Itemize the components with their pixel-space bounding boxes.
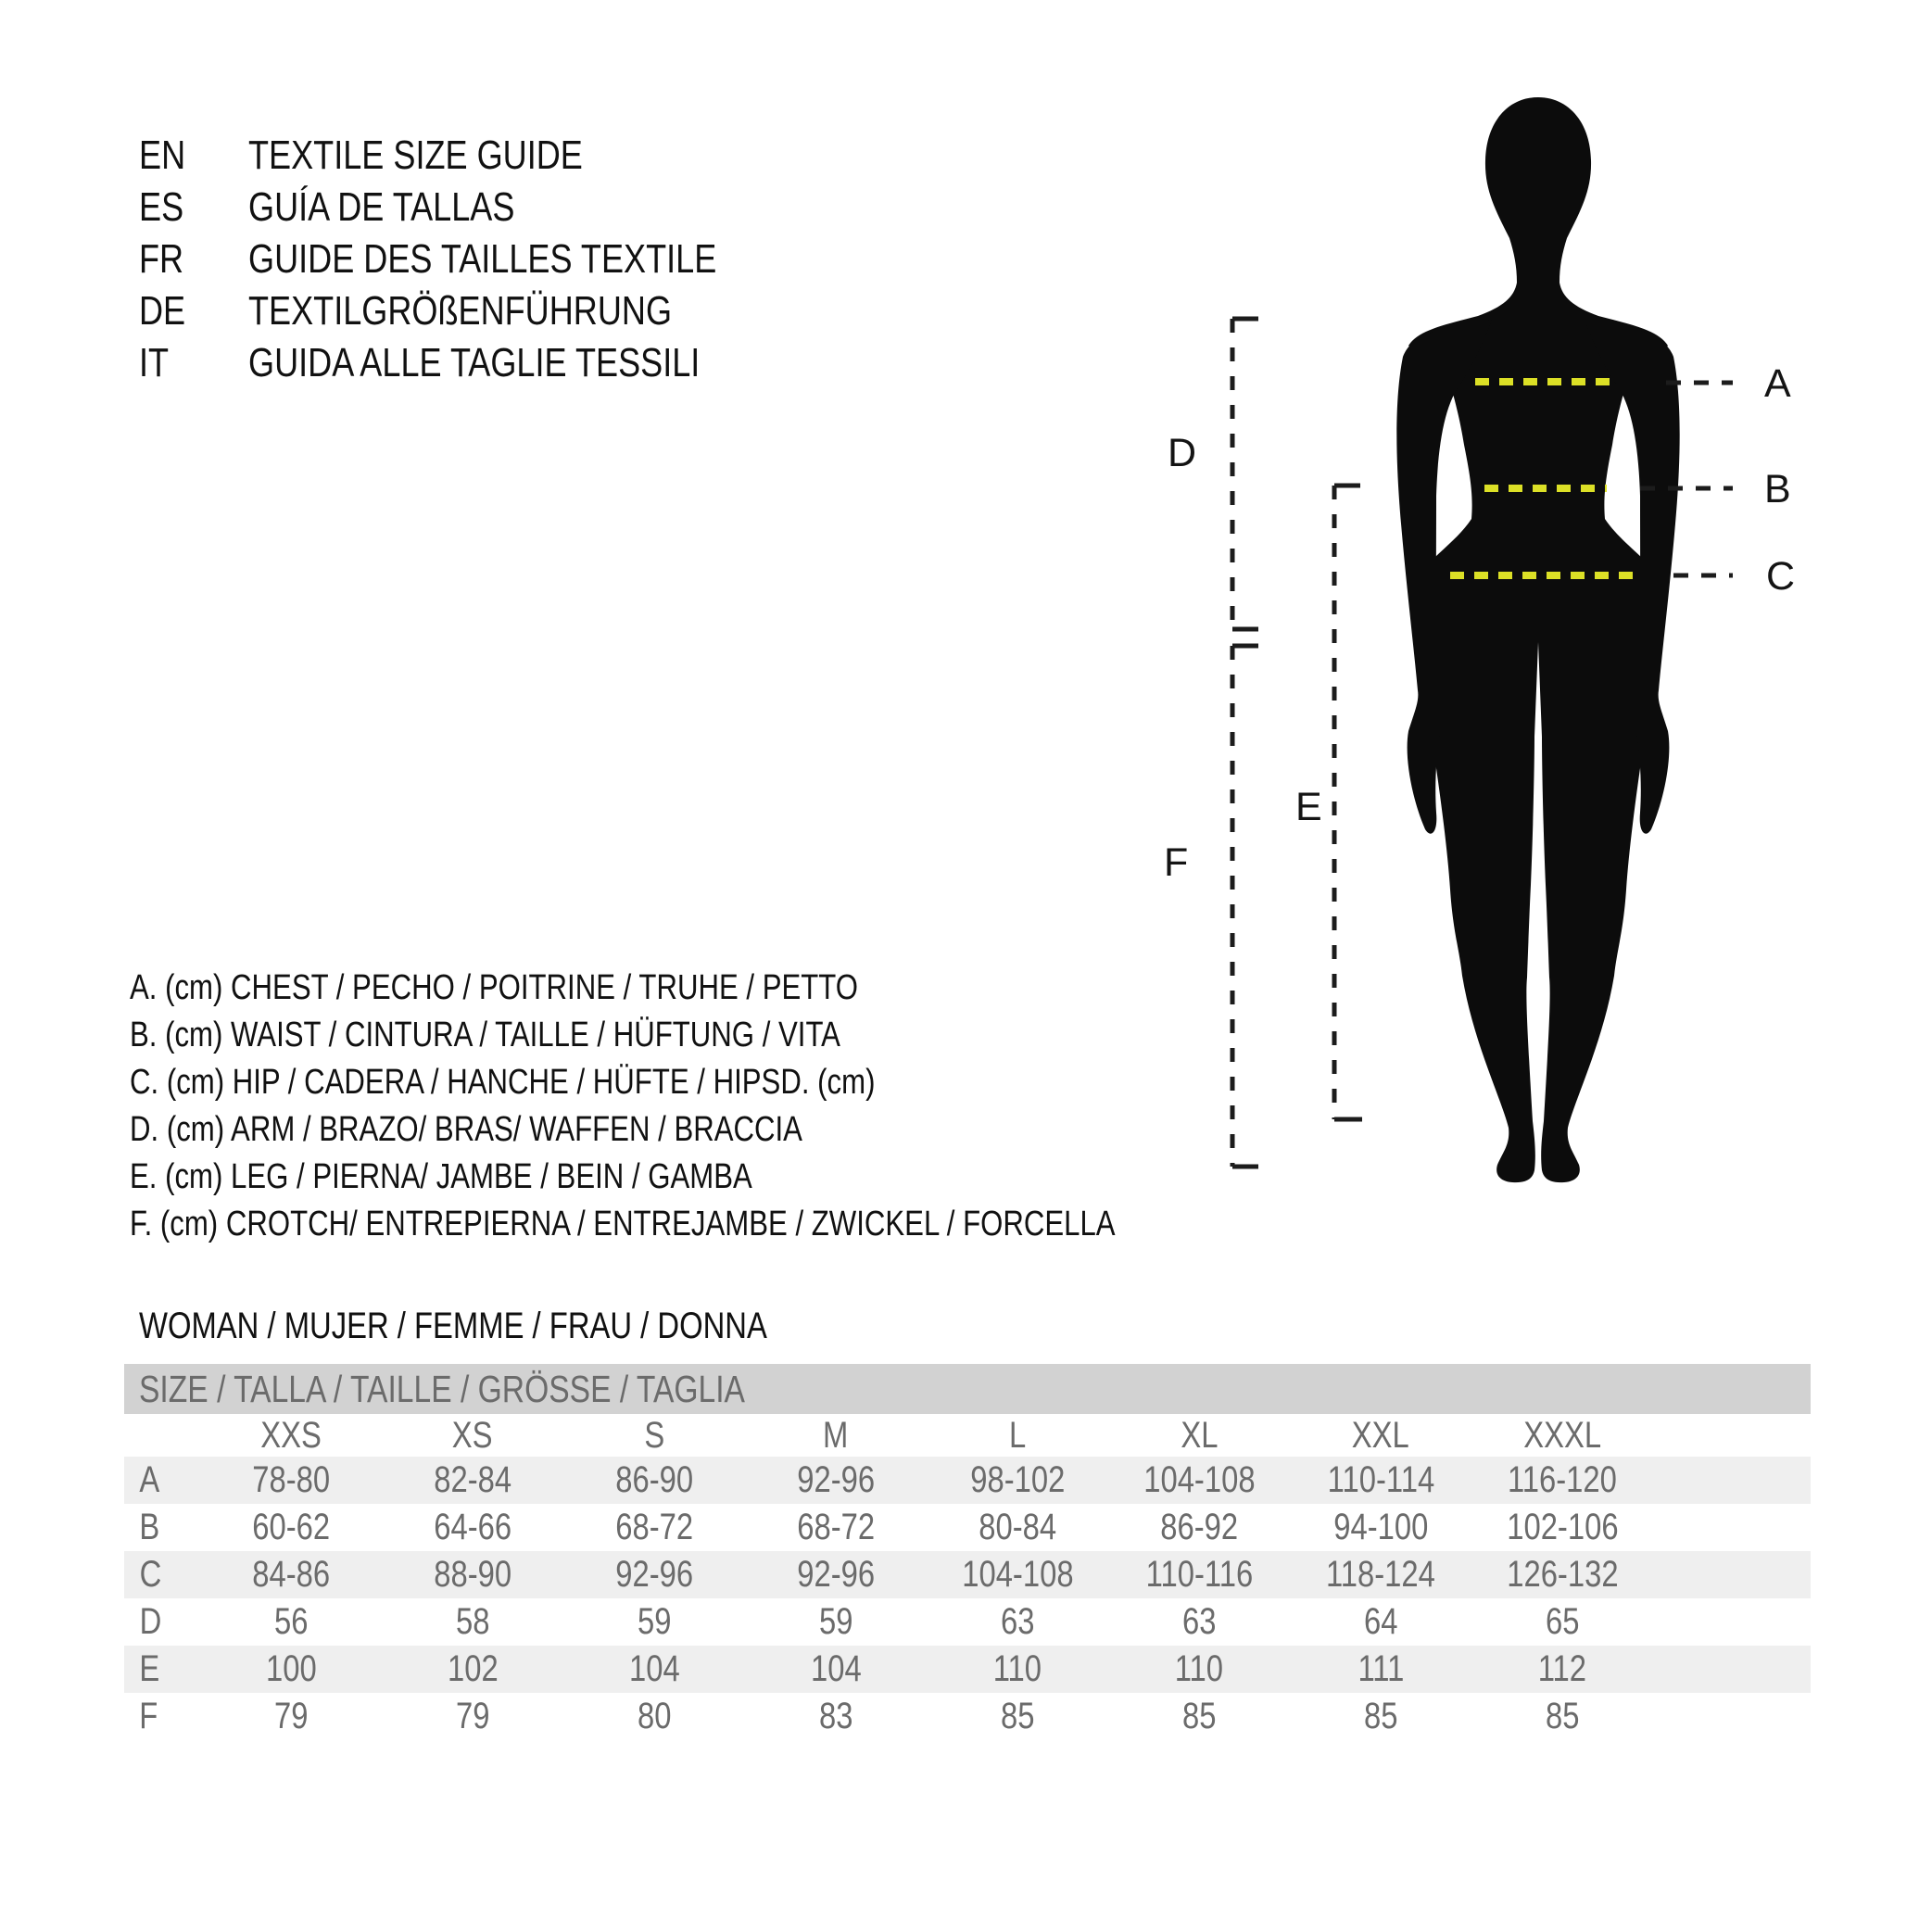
- table-cell: 104: [810, 1648, 862, 1689]
- size-table: [124, 1364, 1811, 1740]
- size-column-header: XL: [1180, 1414, 1219, 1456]
- table-cell: 79: [273, 1696, 309, 1736]
- figure-label-a: A: [1764, 361, 1791, 406]
- size-column-header: XS: [452, 1414, 493, 1456]
- measure-line-d: D. (cm) ARM / BRAZO/ BRAS/ WAFFEN / BRACCIA: [130, 1110, 802, 1149]
- table-cell: 104-108: [1143, 1459, 1256, 1500]
- size-column-header: XXS: [260, 1414, 322, 1456]
- language-title-block: [139, 130, 819, 389]
- table-cell: 83: [818, 1696, 853, 1736]
- table-row: [124, 1646, 1811, 1693]
- table-cell: 86-90: [615, 1459, 693, 1500]
- table-cell: 78-80: [252, 1459, 330, 1500]
- table-cell: 85: [1000, 1696, 1035, 1736]
- measure-line-e: E. (cm) LEG / PIERNA/ JAMBE / BEIN / GAMBA: [130, 1157, 752, 1196]
- table-cell: 59: [818, 1601, 853, 1642]
- table-cell: 110-116: [1145, 1554, 1253, 1595]
- language-row: [139, 130, 819, 182]
- table-cell: 58: [455, 1601, 490, 1642]
- table-cell: 94-100: [1332, 1507, 1429, 1547]
- language-code: ES: [139, 184, 184, 230]
- table-cell: 63: [1000, 1601, 1035, 1642]
- table-row: [124, 1693, 1811, 1740]
- table-cell: 85: [1545, 1696, 1580, 1736]
- table-cell: 85: [1363, 1696, 1398, 1736]
- size-column-header: M: [823, 1414, 849, 1456]
- woman-silhouette-body: [1408, 97, 1668, 1182]
- table-cell: 110: [992, 1648, 1042, 1689]
- row-label: D: [139, 1601, 162, 1642]
- table-cell: 88-90: [434, 1554, 511, 1595]
- table-cell: 85: [1181, 1696, 1217, 1736]
- table-cell: 65: [1545, 1601, 1580, 1642]
- table-cell: 98-102: [969, 1459, 1066, 1500]
- language-code: DE: [139, 288, 186, 334]
- size-column-header: L: [1008, 1414, 1027, 1456]
- table-cell: 92-96: [797, 1459, 875, 1500]
- figure-label-c: C: [1766, 554, 1796, 599]
- measure-line-c: C. (cm) HIP / CADERA / HANCHE / HÜFTE / HIPSD. (cm): [130, 1063, 876, 1102]
- gender-heading: WOMAN / MUJER / FEMME / FRAU / DONNA: [139, 1305, 767, 1346]
- table-cell: 64-66: [434, 1507, 511, 1547]
- measure-line-a: A. (cm) CHEST / PECHO / POITRINE / TRUHE / PETTO: [130, 968, 859, 1007]
- figure-label-f: F: [1164, 840, 1189, 885]
- row-label: B: [139, 1507, 160, 1547]
- language-title: TEXTILGRÖßENFÜHRUNG: [248, 288, 673, 334]
- language-title: TEXTILE SIZE GUIDE: [248, 133, 583, 178]
- figure-label-b: B: [1764, 467, 1791, 511]
- language-title: GUÍA DE TALLAS: [248, 184, 515, 230]
- table-cell: 116-120: [1508, 1459, 1617, 1500]
- language-code: IT: [139, 340, 170, 385]
- row-label: F: [139, 1696, 158, 1736]
- table-cell: 84-86: [252, 1554, 330, 1595]
- table-cell: 68-72: [615, 1507, 693, 1547]
- table-row: [124, 1504, 1811, 1551]
- table-cell: 92-96: [615, 1554, 693, 1595]
- size-guide-figure: [1140, 88, 1825, 1214]
- table-cell: 126-132: [1506, 1554, 1619, 1595]
- language-code: FR: [139, 236, 184, 282]
- table-cell: 64: [1363, 1601, 1398, 1642]
- table-cell: 79: [455, 1696, 490, 1736]
- table-row: [124, 1551, 1811, 1598]
- table-cell: 111: [1357, 1648, 1404, 1689]
- table-cell: 92-96: [797, 1554, 875, 1595]
- table-cell: 56: [273, 1601, 309, 1642]
- figure-label-d: D: [1168, 431, 1197, 475]
- row-label: A: [139, 1459, 160, 1500]
- language-title: GUIDA ALLE TAGLIE TESSILI: [248, 340, 701, 385]
- table-cell: 80-84: [979, 1507, 1056, 1547]
- table-cell: 60-62: [252, 1507, 330, 1547]
- size-columns-row: [124, 1414, 1811, 1457]
- table-cell: 104: [628, 1648, 680, 1689]
- table-cell: 82-84: [434, 1459, 511, 1500]
- size-column-header: XXL: [1351, 1414, 1409, 1456]
- table-cell: 68-72: [797, 1507, 875, 1547]
- language-row: [139, 182, 819, 233]
- table-cell: 110: [1174, 1648, 1224, 1689]
- table-row: [124, 1457, 1811, 1504]
- table-cell: 63: [1181, 1601, 1217, 1642]
- size-column-header: XXXL: [1523, 1414, 1601, 1456]
- table-cell: 86-92: [1160, 1507, 1238, 1547]
- table-row: [124, 1598, 1811, 1646]
- table-cell: 80: [637, 1696, 672, 1736]
- language-title: GUIDE DES TAILLES TEXTILE: [248, 236, 717, 282]
- table-cell: 104-108: [961, 1554, 1074, 1595]
- language-row: [139, 233, 819, 285]
- measurement-diagram: [1140, 88, 1825, 1214]
- language-row: [139, 285, 819, 337]
- table-cell: 102: [447, 1648, 499, 1689]
- table-cell: 110-114: [1327, 1459, 1434, 1500]
- size-column-header: S: [644, 1414, 664, 1456]
- row-label: E: [139, 1648, 160, 1689]
- measure-line-b: B. (cm) WAIST / CINTURA / TAILLE / HÜFTUNG / VITA: [130, 1016, 840, 1054]
- language-code: EN: [139, 133, 186, 178]
- table-cell: 100: [265, 1648, 317, 1689]
- table-cell: 118-124: [1326, 1554, 1435, 1595]
- figure-label-e: E: [1295, 785, 1322, 829]
- table-cell: 112: [1537, 1648, 1587, 1689]
- table-cell: 59: [637, 1601, 672, 1642]
- language-row: [139, 337, 819, 389]
- row-label: C: [139, 1554, 162, 1595]
- measure-line-f: F. (cm) CROTCH/ ENTREPIERNA / ENTREJAMBE / ZWICKEL / FORCELLA: [130, 1205, 1116, 1243]
- size-table-header: SIZE / TALLA / TAILLE / GRÖSSE / TAGLIA: [124, 1364, 1811, 1414]
- table-cell: 102-106: [1506, 1507, 1619, 1547]
